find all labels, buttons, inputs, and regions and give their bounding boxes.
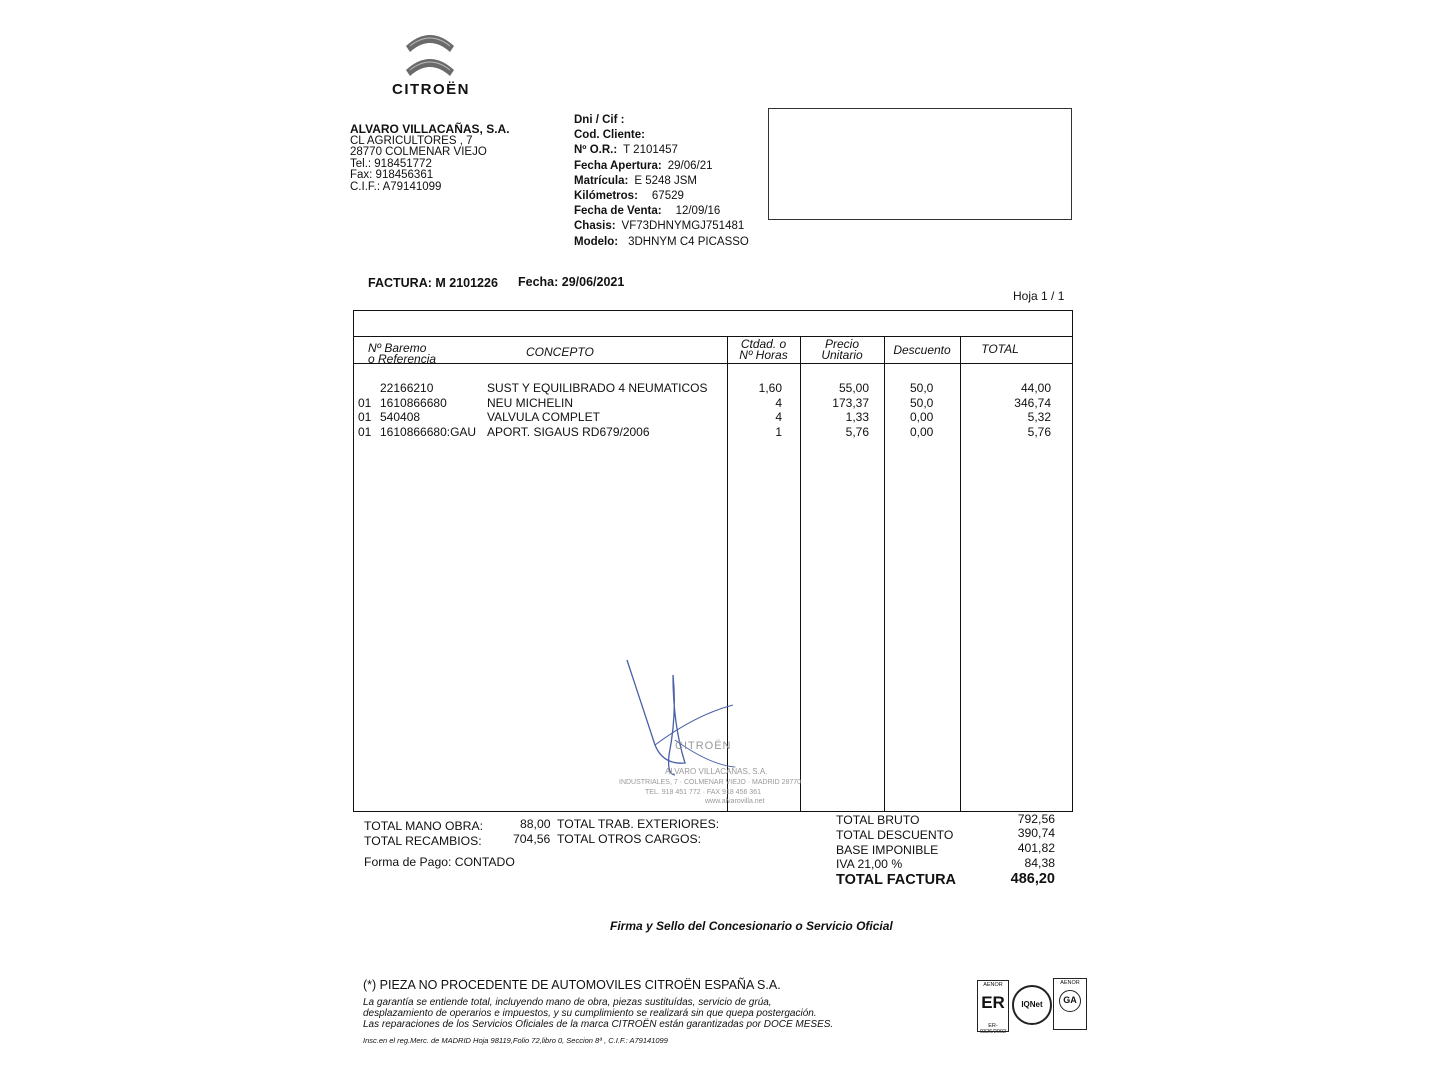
dealer-cif: C.I.F.: A79141099 xyxy=(350,180,442,193)
row-concept: NEU MICHELIN xyxy=(487,395,574,410)
row-concept: VALVULA COMPLET xyxy=(487,410,600,424)
dealer-name: ALVARO VILLACAÑAS, S.A. xyxy=(350,122,510,136)
meta-chasis: Chasis: VF73DHNYMGJ751481 xyxy=(574,220,745,233)
dealer-street: CL AGRICULTORES , 7 xyxy=(350,134,473,147)
meta-matricula: Matrícula: E 5248 JSM xyxy=(574,174,697,187)
dealer-tel: Tel.: 918451772 xyxy=(350,157,432,170)
row-ref: 540408 xyxy=(380,410,421,424)
stamp-line4: www.alvarovilla.net xyxy=(705,798,765,805)
footer-registry: Insc.en el reg.Merc. de MADRID Hoja 98119,Folio 72,libro 0, Seccion 8ª , C.I.F.: A79141099 xyxy=(363,1036,668,1045)
order-meta xyxy=(574,113,749,250)
aenor-er-certificate-icon: AENOR ER ER-0326/2002 xyxy=(977,980,1009,1032)
row-total: 346,74 xyxy=(1014,395,1051,410)
stamp-line3: TEL. 918 451 772 · FAX 918 456 361 xyxy=(645,789,761,796)
row-price: 55,00 xyxy=(838,381,869,395)
iqnet-certificate-icon: IQNet xyxy=(1012,985,1052,1025)
meta-dni: Dni / Cif : xyxy=(574,114,625,126)
total-descuento-label: TOTAL DESCUENTO xyxy=(836,828,954,842)
row-prefix: 01 xyxy=(358,395,372,410)
row-discount: 0,00 xyxy=(910,410,934,424)
dealer-info xyxy=(350,124,510,193)
forma-pago: Forma de Pago: CONTADO xyxy=(364,855,515,869)
row-discount: 0,00 xyxy=(910,424,934,439)
header-ref: Nº Baremo o Referencia xyxy=(368,341,437,366)
meta-or: Nº O.R.: T 2101457 xyxy=(574,144,678,157)
total-factura-label: TOTAL FACTURA xyxy=(836,872,957,888)
stamp-brand: CITROËN xyxy=(675,740,732,752)
row-ref: 1610866680:GAU xyxy=(380,424,477,439)
header-separator xyxy=(354,336,1072,337)
header-total: TOTAL xyxy=(981,342,1019,356)
recambios-value: 704,56 xyxy=(513,832,551,846)
table-row xyxy=(354,396,1072,411)
row-qty: 1 xyxy=(775,424,782,439)
citroen-chevrons-icon xyxy=(384,26,478,78)
table-row xyxy=(354,381,1072,396)
dealer-city: 28770 COLMENAR VIEJO xyxy=(350,146,487,158)
stamp-line2: INDUSTRIALES, 7 · COLMENAR VIEJO · MADRID 28770 xyxy=(619,779,802,786)
otros-label: TOTAL OTROS CARGOS: xyxy=(557,832,702,846)
meta-modelo: Modelo: 3DHNYM C4 PICASSO xyxy=(574,235,749,248)
table-row xyxy=(354,410,1072,425)
base-imponible-label: BASE IMPONIBLE xyxy=(836,843,939,857)
iva-value: 84,38 xyxy=(1024,856,1055,870)
total-descuento-value: 390,74 xyxy=(1017,826,1055,840)
brand-name: CITROËN xyxy=(392,81,470,98)
meta-kilometros: Kilómetros: 67529 xyxy=(574,190,684,203)
page-indicator: Hoja 1 / 1 xyxy=(1013,289,1065,303)
row-prefix: 01 xyxy=(358,424,372,439)
header-concepto: CONCEPTO xyxy=(526,345,594,359)
trab-ext-label: TOTAL TRAB. EXTERIORES: xyxy=(557,817,720,831)
total-bruto-value: 792,56 xyxy=(1017,812,1055,826)
row-total: 5,76 xyxy=(1027,424,1051,439)
mano-obra-value: 88,00 xyxy=(520,817,551,831)
row-qty: 4 xyxy=(775,395,782,410)
invoice-date: Fecha: 29/06/2021 xyxy=(518,275,625,289)
recambios-label: TOTAL RECAMBIOS: xyxy=(364,834,482,848)
row-concept: SUST Y EQUILIBRADO 4 NEUMATICOS xyxy=(487,381,708,395)
mano-obra-label: TOTAL MANO OBRA: xyxy=(364,819,483,833)
row-price: 5,76 xyxy=(845,424,869,439)
row-price: 1,33 xyxy=(845,410,869,424)
header-discount: Descuento xyxy=(893,343,951,357)
table-row xyxy=(354,425,1072,440)
row-qty: 1,60 xyxy=(758,381,782,395)
row-total: 44,00 xyxy=(1020,381,1051,395)
customer-address-box xyxy=(768,108,1072,220)
row-price: 173,37 xyxy=(832,395,869,410)
signature-caption: Firma y Sello del Concesionario o Servicio Oficial xyxy=(610,919,893,933)
footer-warranty: La garantía se entiende total, incluyendo mano de obra, piezas sustituídas, servicio de grúa, desplazamiento de operarios e impuestos, y su cumplimiento se realizará sin que quepa postergación. Las reparaciones de los Servicios Oficiales de la marca CITROËN están garantizadas por DOCE MESES. xyxy=(363,997,834,1030)
row-total: 5,32 xyxy=(1027,410,1051,424)
total-bruto-label: TOTAL BRUTO xyxy=(836,813,920,827)
row-concept: APORT. SIGAUS RD679/2006 xyxy=(487,424,650,439)
header-price: Precio Unitario xyxy=(821,337,863,362)
total-factura-value: 486,20 xyxy=(1010,871,1055,887)
base-imponible-value: 401,82 xyxy=(1017,841,1055,855)
row-qty: 4 xyxy=(775,410,782,424)
row-discount: 50,0 xyxy=(910,381,934,395)
meta-fecha-venta: Fecha de Venta: 12/09/16 xyxy=(574,205,721,218)
meta-cliente: Cod. Cliente: xyxy=(574,129,645,142)
dealer-stamp xyxy=(615,655,845,815)
row-ref: 22166210 xyxy=(380,381,434,395)
header-qty: Ctdad. o Nº Horas xyxy=(739,337,788,362)
dealer-fax: Fax: 918456361 xyxy=(350,169,434,181)
row-ref: 1610866680 xyxy=(380,395,447,410)
row-prefix: 01 xyxy=(358,410,372,424)
aenor-ga-certificate-icon: AENOR GA xyxy=(1053,978,1087,1030)
iva-label: IVA 21,00 % xyxy=(836,857,903,871)
footer-disclaimer: (*) PIEZA NO PROCEDENTE DE AUTOMOVILES CITROËN ESPAÑA S.A. xyxy=(363,978,781,992)
citroen-logo xyxy=(384,26,478,98)
header-bottom-line xyxy=(354,363,1072,364)
row-discount: 50,0 xyxy=(910,395,934,410)
invoice-number: FACTURA: M 2101226 xyxy=(368,276,498,290)
stamp-line1: ALVARO VILLACAÑAS, S.A. xyxy=(665,767,768,776)
meta-fecha-apertura: Fecha Apertura: 29/06/21 xyxy=(574,159,713,172)
